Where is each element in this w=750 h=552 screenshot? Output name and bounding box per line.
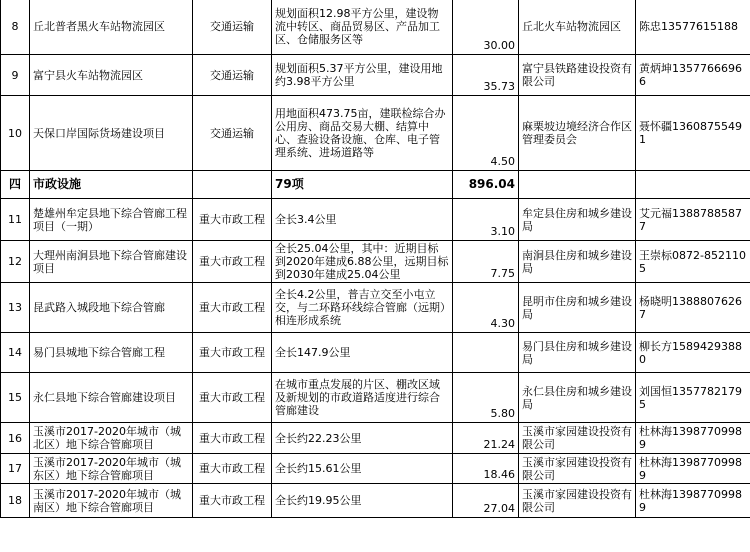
- responsible-unit: 丘北火车站物流园区: [519, 0, 636, 55]
- project-type: 重大市政工程: [193, 241, 272, 283]
- section-empty: [193, 171, 272, 199]
- contact-person: 柳长方15894293880: [636, 333, 750, 373]
- table-row: [1, 55, 750, 96]
- investment-amount: 4.50: [453, 96, 519, 171]
- investment-amount: 30.00: [453, 0, 519, 55]
- project-name: 大理州南涧县地下综合管廊建设项目: [30, 241, 193, 283]
- section-total: 896.04: [453, 171, 519, 199]
- project-type: 交通运输: [193, 96, 272, 171]
- project-type: 重大市政工程: [193, 333, 272, 373]
- row-number: 8: [1, 0, 30, 55]
- row-number: 13: [1, 283, 30, 333]
- project-description: 全长约15.61公里: [272, 454, 453, 484]
- investment-amount: 21.24: [453, 423, 519, 454]
- project-name: 玉溪市2017-2020年城市（城东区）地下综合管廊项目: [30, 454, 193, 484]
- project-type: 重大市政工程: [193, 373, 272, 423]
- row-number: 12: [1, 241, 30, 283]
- responsible-unit: 麻栗坡边境经济合作区管理委员会: [519, 96, 636, 171]
- table-row: [1, 484, 750, 518]
- row-number: 9: [1, 55, 30, 96]
- project-name: 永仁县地下综合管廊建设项目: [30, 373, 193, 423]
- project-type: 重大市政工程: [193, 484, 272, 518]
- project-description: 全长约22.23公里: [272, 423, 453, 454]
- investment-amount: 3.10: [453, 199, 519, 241]
- project-name: 玉溪市2017-2020年城市（城南区）地下综合管廊项目: [30, 484, 193, 518]
- table-row: [1, 241, 750, 283]
- investment-amount: 35.73: [453, 55, 519, 96]
- table-row: [1, 454, 750, 484]
- project-name: 富宁县火车站物流园区: [30, 55, 193, 96]
- investment-amount: 7.75: [453, 241, 519, 283]
- section-title: 市政设施: [30, 171, 193, 199]
- section-empty: [519, 171, 636, 199]
- project-description: 规划面积12.98平方公里，建设物流中转区、商品贸易区、产品加工区、仓储服务区等: [272, 0, 453, 55]
- contact-person: 艾元福13887885877: [636, 199, 750, 241]
- contact-person: 杜林海13987709989: [636, 484, 750, 518]
- project-name: 天保口岸国际货场建设项目: [30, 96, 193, 171]
- project-description: 全长3.4公里: [272, 199, 453, 241]
- table-row: [1, 0, 750, 55]
- responsible-unit: 永仁县住房和城乡建设局: [519, 373, 636, 423]
- project-description: 在城市重点发展的片区、棚改区域及新规划的市政道路适度进行综合管廊建设: [272, 373, 453, 423]
- contact-person: 黄炳坤13577666966: [636, 55, 750, 96]
- project-type: 交通运输: [193, 0, 272, 55]
- investment-amount: [453, 333, 519, 373]
- project-description: 用地面积473.75亩，建联检综合办公用房、商品交易大棚、结算中心、查验设备设施、仓库、电子管理系统、进场道路等: [272, 96, 453, 171]
- project-description: 全长147.9公里: [272, 333, 453, 373]
- project-description: 全长4.2公里，普吉立交至小屯立交，与二环路环线综合管廊（远期）相连形成系统: [272, 283, 453, 333]
- project-type: 重大市政工程: [193, 283, 272, 333]
- investment-amount: 4.30: [453, 283, 519, 333]
- contact-person: 陈忠13577615188: [636, 0, 750, 55]
- table-row: [1, 333, 750, 373]
- project-type: 重大市政工程: [193, 423, 272, 454]
- responsible-unit: 富宁县铁路建设投资有限公司: [519, 55, 636, 96]
- project-type: 交通运输: [193, 55, 272, 96]
- responsible-unit: 玉溪市家园建设投资有限公司: [519, 454, 636, 484]
- project-description: 全长约19.95公里: [272, 484, 453, 518]
- contact-person: 王崇标0872-8521105: [636, 241, 750, 283]
- section-header-row: [1, 171, 750, 199]
- row-number: 14: [1, 333, 30, 373]
- project-type: 重大市政工程: [193, 199, 272, 241]
- row-number: 15: [1, 373, 30, 423]
- section-empty: [636, 171, 750, 199]
- responsible-unit: 昆明市住房和城乡建设局: [519, 283, 636, 333]
- table-row: [1, 373, 750, 423]
- project-description: 全长25.04公里，其中：近期目标到2020年建成6.88公里，远期目标到2030年建成25.04公里: [272, 241, 453, 283]
- table-row: [1, 199, 750, 241]
- investment-amount: 27.04: [453, 484, 519, 518]
- project-name: 玉溪市2017-2020年城市（城北区）地下综合管廊项目: [30, 423, 193, 454]
- responsible-unit: 易门县住房和城乡建设局: [519, 333, 636, 373]
- section-count: 79项: [272, 171, 453, 199]
- project-name: 易门县城地下综合管廊工程: [30, 333, 193, 373]
- responsible-unit: 牟定县住房和城乡建设局: [519, 199, 636, 241]
- investment-amount: 5.80: [453, 373, 519, 423]
- contact-person: 杨晓明13888076267: [636, 283, 750, 333]
- responsible-unit: 玉溪市家园建设投资有限公司: [519, 423, 636, 454]
- project-type: 重大市政工程: [193, 454, 272, 484]
- row-number: 16: [1, 423, 30, 454]
- project-description: 规划面积5.37平方公里，建设用地约3.98平方公里: [272, 55, 453, 96]
- project-name: 楚雄州牟定县地下综合管廊工程项目（一期）: [30, 199, 193, 241]
- responsible-unit: 南涧县住房和城乡建设局: [519, 241, 636, 283]
- table-row: [1, 283, 750, 333]
- responsible-unit: 玉溪市家园建设投资有限公司: [519, 484, 636, 518]
- project-name: 昆武路入城段地下综合管廊: [30, 283, 193, 333]
- contact-person: 刘国恒13577821795: [636, 373, 750, 423]
- section-number: 四: [1, 171, 30, 199]
- contact-person: 杜林海13987709989: [636, 423, 750, 454]
- investment-amount: 18.46: [453, 454, 519, 484]
- row-number: 11: [1, 199, 30, 241]
- row-number: 17: [1, 454, 30, 484]
- table-row: [1, 96, 750, 171]
- contact-person: 聂怀疆13608755491: [636, 96, 750, 171]
- project-name: 丘北普者黑火车站物流园区: [30, 0, 193, 55]
- table-row: [1, 423, 750, 454]
- row-number: 18: [1, 484, 30, 518]
- contact-person: 杜林海13987709989: [636, 454, 750, 484]
- row-number: 10: [1, 96, 30, 171]
